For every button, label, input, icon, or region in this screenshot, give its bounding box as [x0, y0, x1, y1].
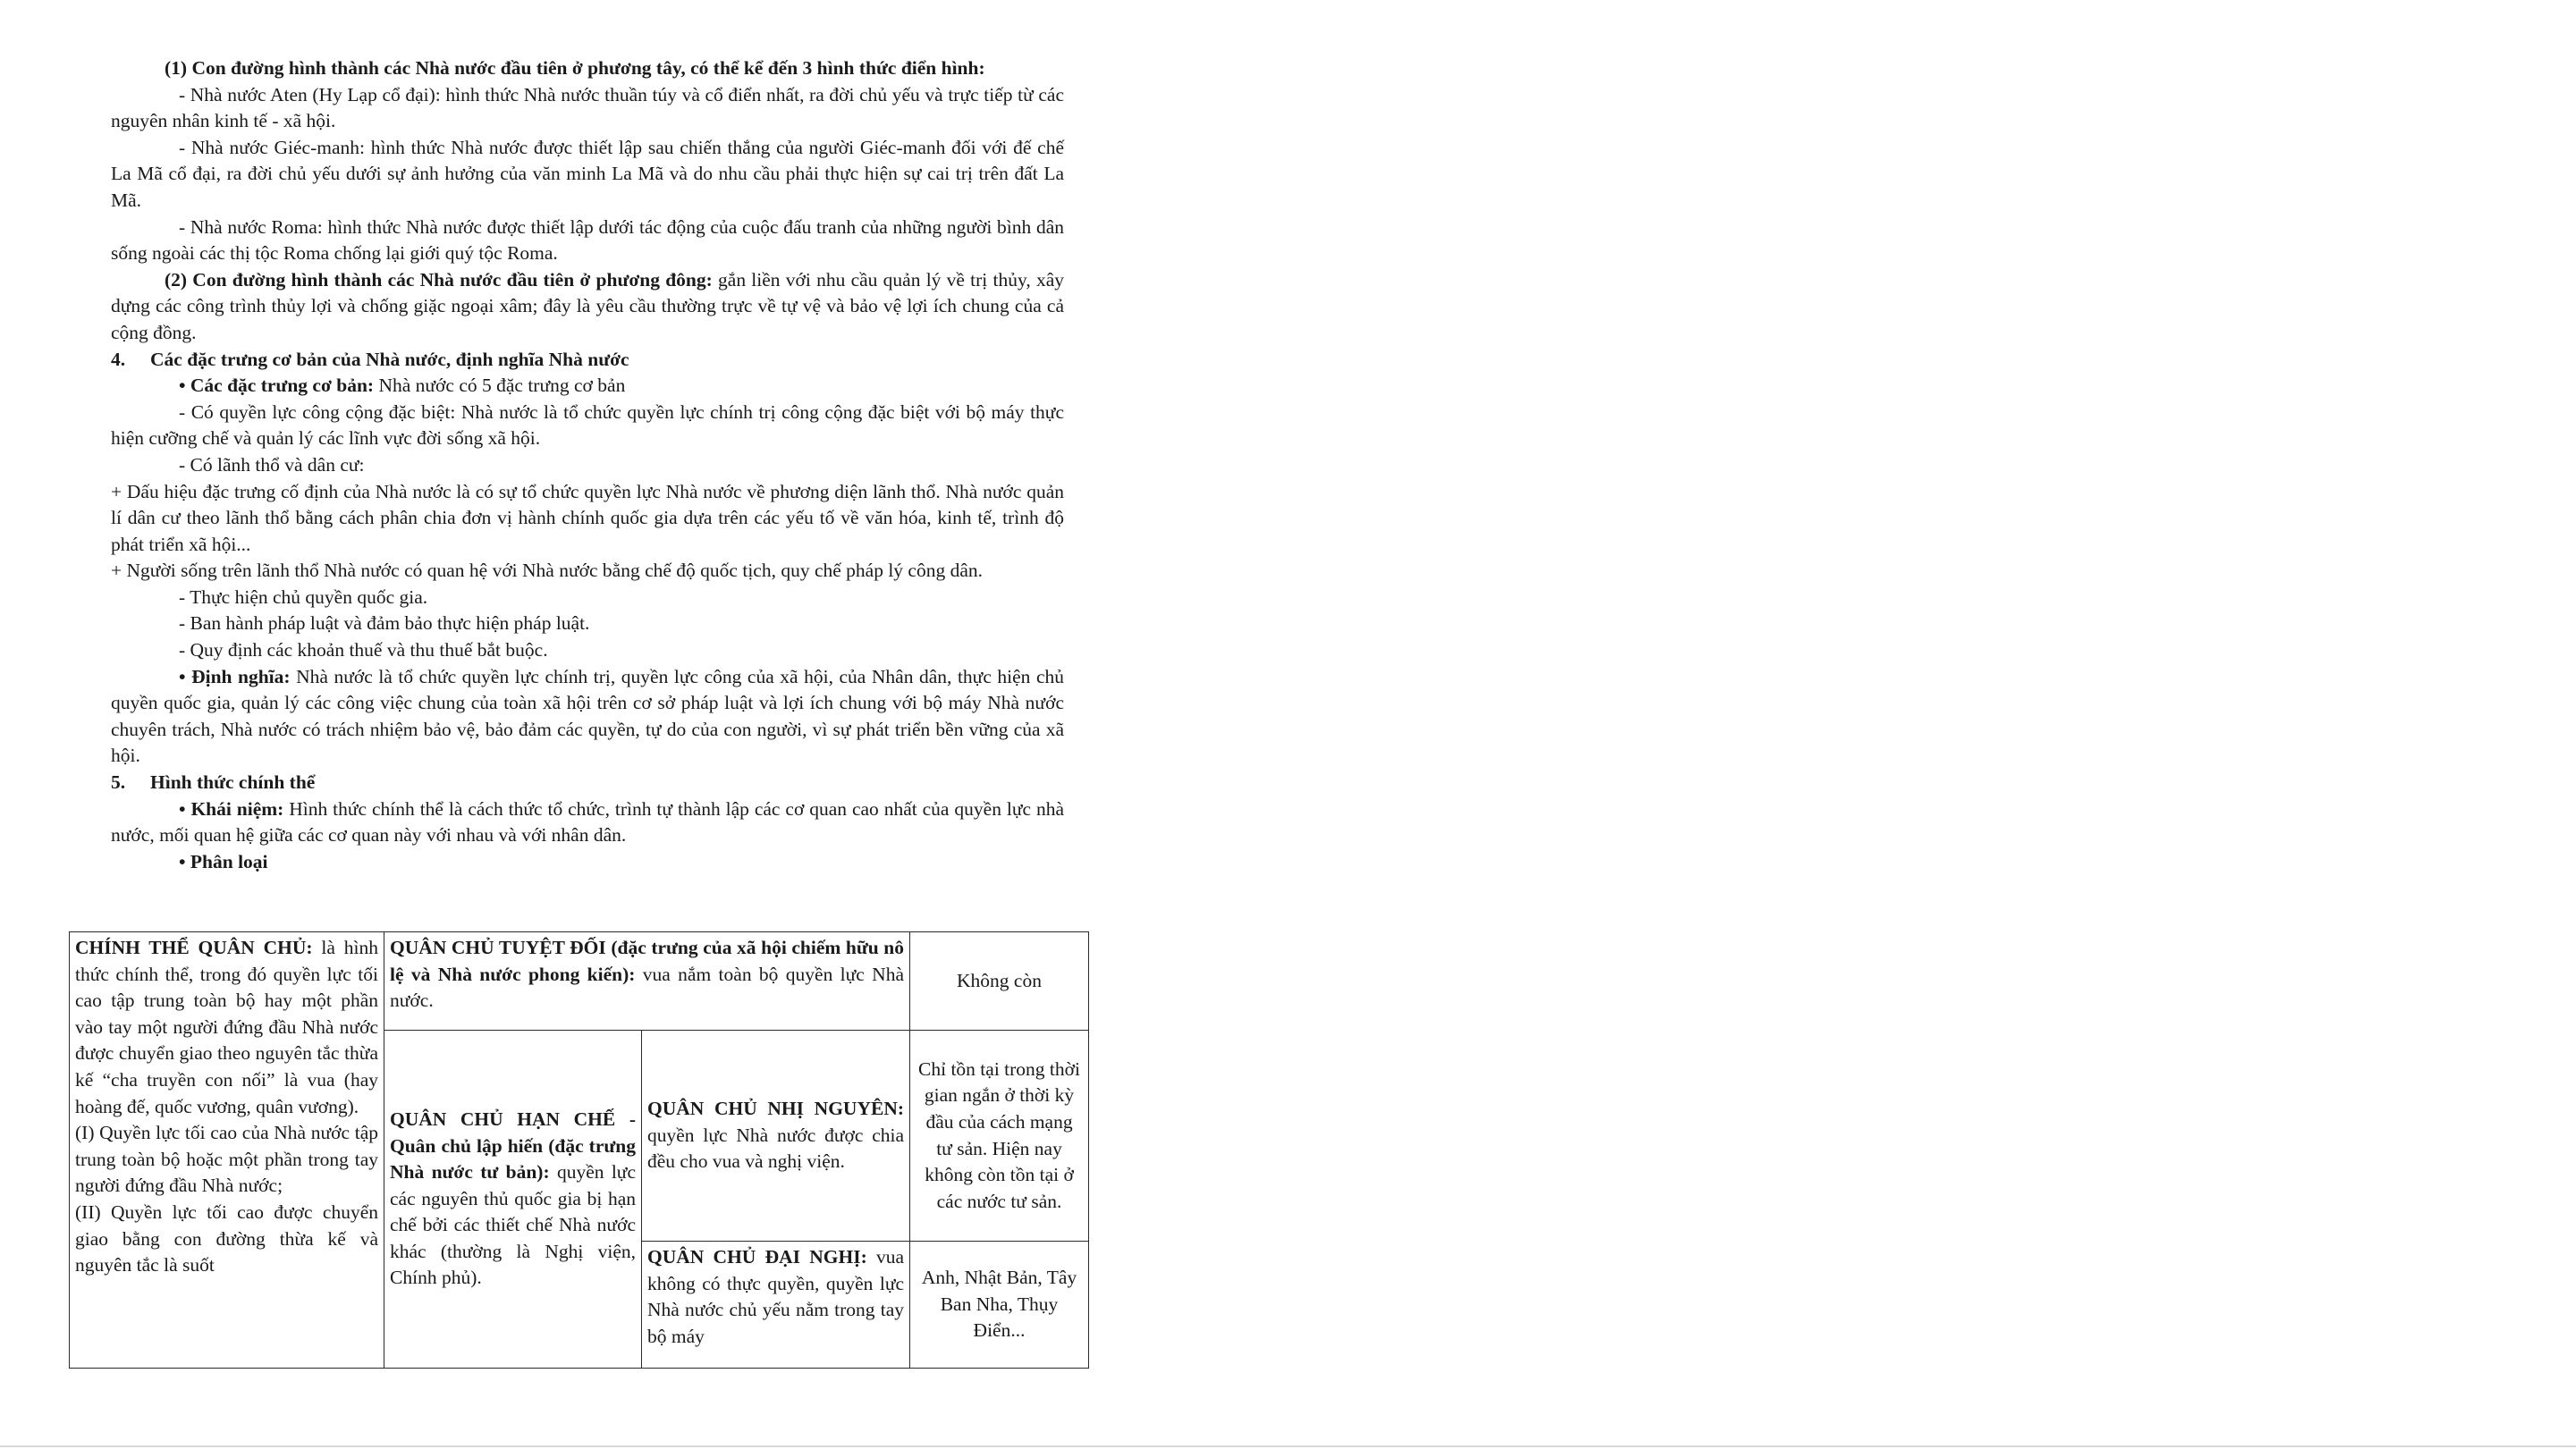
bullet-concept [111, 796, 1064, 849]
monarchy-title: CHÍNH THỂ QUÂN CHỦ: [75, 937, 313, 958]
limited-monarchy-title: QUÂN CHỦ HẠN CHẾ - Quân chủ lập hiến (đặc trưng Nhà nước tư bản): [390, 1108, 636, 1184]
cell-limited-monarchy [384, 1031, 642, 1369]
definition-label: • Định nghĩa: [179, 665, 291, 687]
section-heading-4 [111, 347, 1064, 374]
parliamentary-monarchy-title: QUÂN CHỦ ĐẠI NGHỊ: [647, 1246, 867, 1268]
paragraph-west-origins-heading: (1) Con đường hình thành các Nhà nước đầu tiên ở phương tây, có thể kể đến 3 hình thức điển hình: [165, 57, 985, 79]
paragraph-east-origins [111, 267, 1064, 347]
bullet-classification: • Phân loại [179, 850, 268, 872]
bullet-basic-features [111, 373, 1064, 400]
monarchy-definition-text: là hình thức chính thể, trong đó quyền lực tối cao tập trung toàn bộ hay một phần vào tay một người đứng đầu Nhà nước được chuyển giao theo nguyên tắc thừa kế “cha truyền con nối” là vua (hay hoàng đế, quốc vương, quân vương). [75, 937, 378, 1117]
absolute-monarchy-title: QUÂN CHỦ TUYỆT ĐỐI (đặc trưng của xã hội chiếm hữu nô lệ và Nhà nước phong kiến): [390, 937, 905, 985]
feature-sovereignty: - Thực hiện chủ quyền quốc gia. [179, 585, 428, 608]
page-bottom-divider [0, 1445, 2576, 1447]
basic-features-label: • Các đặc trưng cơ bản: [179, 375, 375, 397]
feature-taxation: - Quy định các khoản thuế và thu thuế bắt buộc. [179, 639, 548, 661]
paragraph-roma: - Nhà nước Roma: hình thức Nhà nước được thiết lập dưới tác động của cuộc đấu tranh của những người bình dân sống ngoài các thị tộc Roma chống lại giới quý tộc Roma. [111, 215, 1064, 265]
dual-monarchy-text: quyền lực Nhà nước được chia đều cho vua và nghị viện. [647, 1124, 905, 1173]
basic-features-text: Nhà nước có 5 đặc trưng cơ bản [374, 375, 626, 397]
territory-detail-1: + Dấu hiệu đặc trưng cố định của Nhà nước là có sự tổ chức quyền lực Nhà nước về phương diện lãnh thổ. Nhà nước quản lí dân cư theo lãnh thổ bằng cách phân chia đơn vị hành chính quốc gia dựa trên các yếu tố về văn hóa, kinh tế, trình độ phát triển xã hội... [111, 480, 1064, 555]
section-heading-5 [111, 770, 1064, 796]
absolute-monarchy-text: vua nắm toàn bộ quyền lực Nhà nước. [390, 963, 905, 1012]
cell-absolute-monarchy [384, 932, 910, 1031]
cell-parliamentary-monarchy [642, 1242, 910, 1369]
cell-monarchy-definition [70, 932, 384, 1369]
section-title-5: Hình thức chính thể [150, 771, 316, 794]
concept-label: • Khái niệm: [179, 797, 284, 820]
monarchy-feature-1: (I) Quyền lực tối cao của Nhà nước tập trung toàn bộ hoặc một phần trong tay người đứng đầu Nhà nước; [75, 1122, 378, 1197]
paragraph-germanic: - Nhà nước Giéc-manh: hình thức Nhà nước được thiết lập sau chiến thắng của người Giéc-manh đối với đế chế La Mã cổ đại, ra đời chủ yếu dưới sự ảnh hưởng của văn minh La Mã và do nhu cầu phải thực hiện sự cai trị trên đất La Mã. [111, 136, 1064, 211]
east-origins-label: (2) Con đường hình thành các Nhà nước đầu tiên ở phương đông: [165, 268, 713, 291]
section-title-4: Các đặc trưng cơ bản của Nhà nước, định nghĩa Nhà nước [150, 348, 629, 370]
territory-detail-2: + Người sống trên lãnh thổ Nhà nước có quan hệ với Nhà nước bằng chế độ quốc tịch, quy chế pháp lý công dân. [111, 560, 984, 582]
feature-public-power: - Có quyền lực công cộng đặc biệt: Nhà nước là tổ chức quyền lực chính trị công cộng đặc biệt với bộ máy thực hiện cưỡng chế và quản lý các lĩnh vực đời sống xã hội. [111, 400, 1064, 450]
monarchy-feature-2: (II) Quyền lực tối cao được chuyển giao bằng con đường thừa kế và nguyên tắc là suốt [75, 1200, 378, 1276]
document-body [111, 55, 1064, 875]
east-origins-text: gắn liền với nhu cầu quản lý về trị thủy, xây dựng các công trình thủy lợi và chống giặc ngoại xâm; đây là yêu cầu thường trực về tự vệ và bảo vệ lợi ích chung của cả cộng đồng. [111, 268, 1064, 343]
monarchy-classification-table [69, 931, 1089, 1369]
cell-absolute-status: Không còn [910, 932, 1089, 1031]
cell-dual-status: Chỉ tồn tại trong thời gian ngắn ở thời kỳ đầu của cách mạng tư sản. Hiện nay không còn tồn tại ở các nước tư sản. [910, 1031, 1089, 1242]
feature-legislation: - Ban hành pháp luật và đảm bảo thực hiện pháp luật. [179, 612, 590, 635]
cell-parliamentary-examples: Anh, Nhật Bản, Tây Ban Nha, Thụy Điển... [910, 1242, 1089, 1369]
dual-monarchy-title: QUÂN CHỦ NHỊ NGUYÊN: [647, 1098, 905, 1120]
section-number-5: 5. [111, 771, 126, 794]
parliamentary-monarchy-text: vua không có thực quyền, quyền lực Nhà nước chủ yếu nằm trong tay bộ máy [647, 1246, 905, 1347]
concept-text: Hình thức chính thể là cách thức tổ chức, trình tự thành lập các cơ quan cao nhất của quyền lực nhà nước, mối quan hệ giữa các cơ quan này với nhau và với nhân dân. [111, 797, 1064, 847]
paragraph-athens: - Nhà nước Aten (Hy Lạp cổ đại): hình thức Nhà nước thuần túy và cổ điển nhất, ra đời chủ yếu và trực tiếp từ các nguyên nhân kinh tế - xã hội. [111, 83, 1064, 132]
bullet-definition [111, 664, 1064, 770]
cell-dual-monarchy [642, 1031, 910, 1242]
section-number-4: 4. [111, 348, 126, 370]
limited-monarchy-text: quyền lực các nguyên thủ quốc gia bị hạn chế bởi các thiết chế Nhà nước khác (thường là Nghị viện, Chính phủ). [390, 1161, 636, 1289]
feature-territory: - Có lãnh thổ và dân cư: [179, 453, 365, 476]
definition-text: Nhà nước là tổ chức quyền lực chính trị, quyền lực công của xã hội, của Nhân dân, thực hiện chủ quyền quốc gia, quản lý các công việc chung của toàn xã hội trên cơ sở pháp luật và lợi ích chung với bộ máy Nhà nước chuyên trách, Nhà nước có trách nhiệm bảo vệ, bảo đảm các quyền, tự do của con người, vì sự phát triển bền vững của xã hội. [111, 665, 1064, 767]
